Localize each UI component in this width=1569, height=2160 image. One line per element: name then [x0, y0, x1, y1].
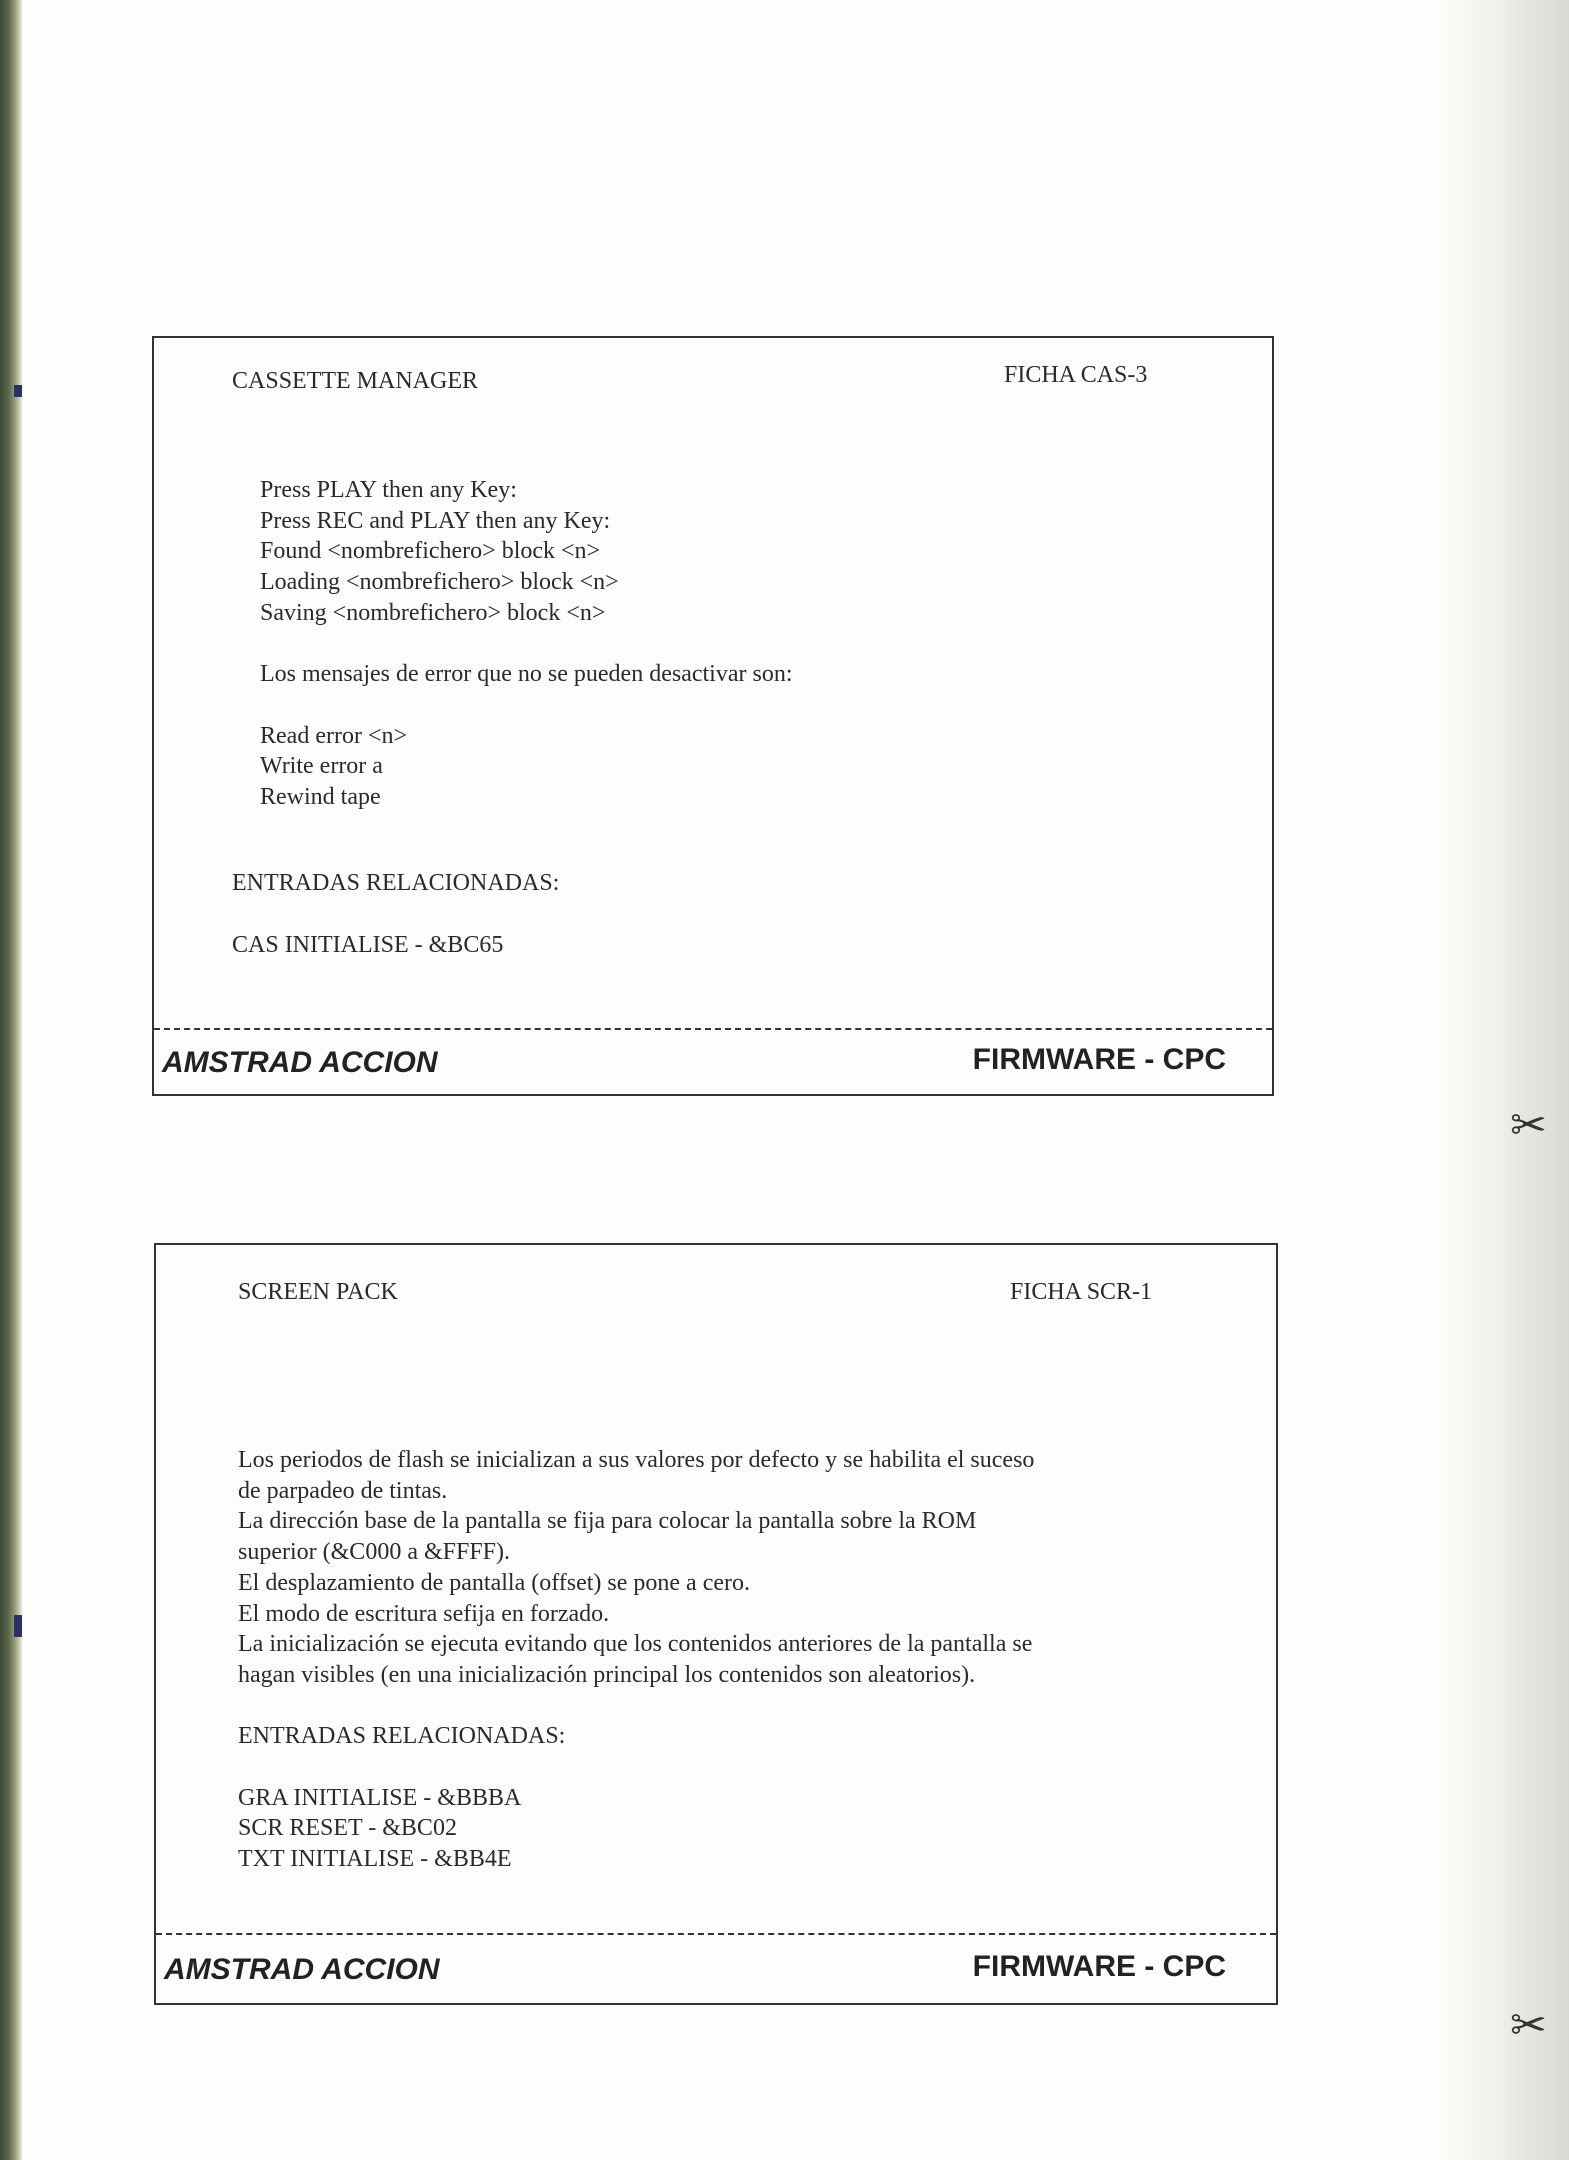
description-line: La inicialización se ejecuta evitando que los contenidos anteriores de la pantalla se	[238, 1631, 1033, 1658]
footer-publication: AMSTRAD ACCION	[162, 1046, 438, 1079]
message-line: Loading <nombrefichero> block <n>	[260, 569, 619, 596]
scissors-icon: ✂	[1510, 1100, 1547, 1151]
related-entry: SCR RESET - &BC02	[238, 1815, 457, 1842]
cut-line	[156, 1933, 1276, 1935]
card-title: CASSETTE MANAGER	[232, 368, 479, 394]
message-list	[260, 475, 793, 813]
related-heading: ENTRADAS RELACIONADAS:	[238, 1723, 566, 1750]
description-line: La dirección base de la pantalla se fija para colocar la pantalla sobre la ROM	[238, 1508, 977, 1535]
cut-line	[154, 1028, 1272, 1030]
description-line: superior (&C000 a &FFFF).	[238, 1539, 511, 1566]
error-line: Write error a	[260, 753, 383, 780]
ficha-label: FICHA CAS-3	[1004, 362, 1148, 388]
error-line: Rewind tape	[260, 784, 381, 810]
related-entry: GRA INITIALISE - &BBBA	[238, 1784, 522, 1811]
scissors-icon: ✂	[1510, 2000, 1547, 2051]
page-binding	[0, 0, 22, 2160]
binding-mark	[14, 385, 22, 397]
footer-publication: AMSTRAD ACCION	[164, 1953, 440, 1986]
ficha-label: FICHA SCR-1	[1010, 1279, 1153, 1305]
binding-mark	[14, 1615, 22, 1637]
description-line: hagan visibles (en una inicialización principal los contenidos son aleatorios).	[238, 1661, 976, 1688]
related-entry: CAS INITIALISE - &BC65	[232, 932, 504, 958]
related-heading: ENTRADAS RELACIONADAS:	[232, 870, 560, 896]
message-line: Press REC and PLAY then any Key:	[260, 507, 611, 534]
footer-section: FIRMWARE - CPC	[972, 1043, 1226, 1076]
related-entry: TXT INITIALISE - &BB4E	[238, 1846, 512, 1873]
description-line: Los periodos de flash se inicializan a sus valores por defecto y se habilita el suceso	[238, 1447, 1035, 1473]
description-line: de parpadeo de tintas.	[238, 1477, 448, 1504]
error-line: Read error <n>	[260, 722, 408, 749]
message-line: Found <nombrefichero> block <n>	[260, 538, 601, 565]
description-line: El desplazamiento de pantalla (offset) se pone a cero.	[238, 1569, 751, 1596]
card-cassette-manager	[152, 336, 1274, 1096]
card-screen-pack	[154, 1243, 1278, 2005]
message-line: Saving <nombrefichero> block <n>	[260, 599, 606, 626]
card-title: SCREEN PACK	[238, 1279, 398, 1305]
message-line: Press PLAY then any Key:	[260, 477, 517, 503]
page-edge-shadow	[1439, 0, 1569, 2160]
error-intro: Los mensajes de error que no se pueden desactivar son:	[260, 661, 793, 688]
description-line: El modo de escritura sefija en forzado.	[238, 1600, 610, 1627]
description	[238, 1445, 1034, 1875]
footer-section: FIRMWARE - CPC	[972, 1950, 1226, 1983]
